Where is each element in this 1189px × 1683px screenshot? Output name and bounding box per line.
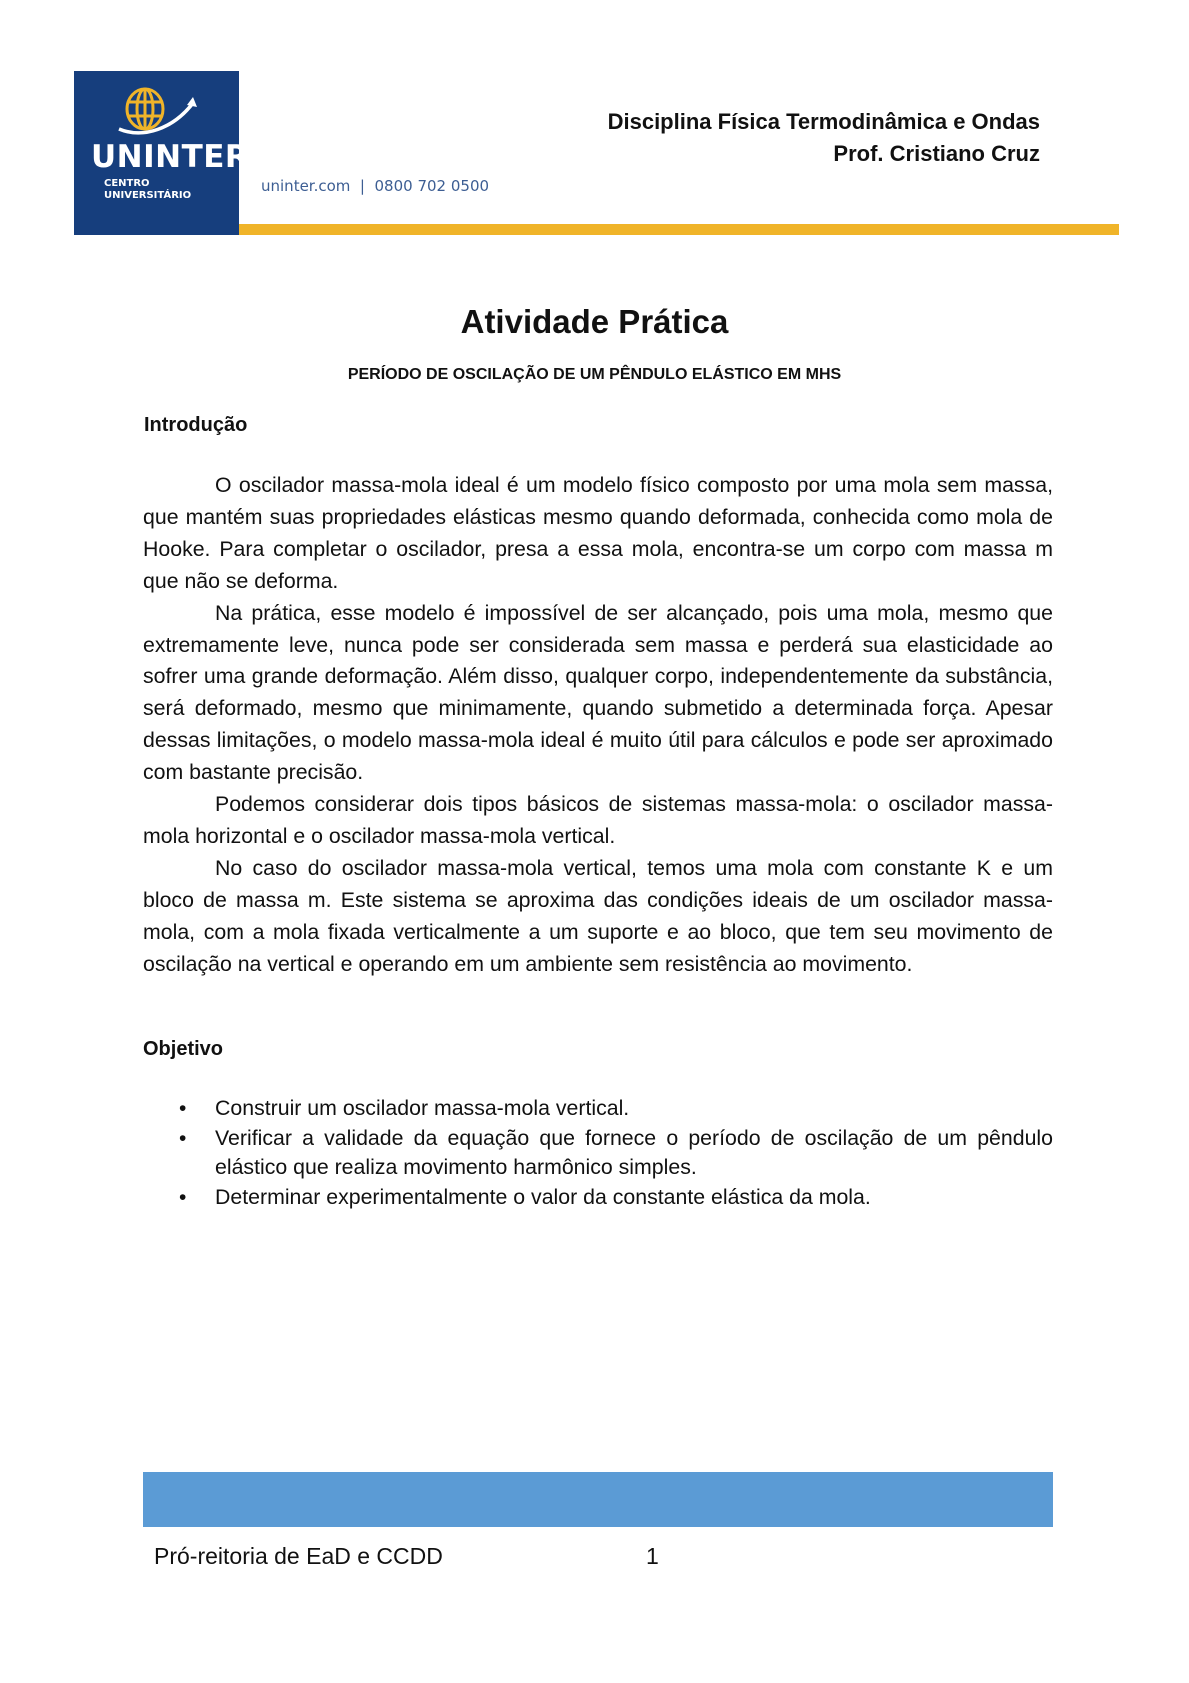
- page-subtitle: PERÍODO DE OSCILAÇÃO DE UM PÊNDULO ELÁSTICO EM MHS: [347, 366, 842, 383]
- objective-text: Construir um oscilador massa-mola vertical.: [215, 1096, 630, 1120]
- bullet-icon: •: [179, 1097, 187, 1120]
- list-item: [143, 1183, 1053, 1213]
- intro-heading: Introdução: [144, 414, 248, 436]
- objective-text: Determinar experimentalmente o valor da constante elástica da mola.: [215, 1184, 871, 1209]
- footer-text: Pró-reitoria de EaD e CCDD: [154, 1543, 443, 1569]
- objective-text: Verificar a validade da equação que fornece o período de oscilação de um pêndulo elástico que realiza movimento harmônico simples.: [215, 1125, 1053, 1179]
- intro-paragraph: Podemos considerar dois tipos básicos de sistemas massa-mola: o oscilador massa-mola horizontal e o oscilador massa-mola vertical.: [143, 792, 1053, 848]
- discipline-block: [608, 106, 1040, 170]
- contact-info: uninter.com | 0800 702 0500: [261, 177, 490, 195]
- globe-logo-icon: [113, 85, 199, 137]
- logo-wordmark: UNINTER: [91, 139, 250, 175]
- bullet-icon: •: [179, 1126, 187, 1150]
- uninter-logo: [74, 71, 250, 224]
- objective-heading: Objetivo: [143, 1038, 224, 1060]
- intro-paragraph: Na prática, esse modelo é impossível de ser alcançado, pois uma mola, mesmo que extremamente leve, nunca pode ser considerada sem massa e perderá sua elasticidade ao sofrer uma grande deformação. Além disso, qualquer corpo, independentemente da substância, será deformado, mesmo que minimamente, quando submetido a determinada força. Apesar dessas limitações, o modelo massa-mola ideal é muito útil para cálculos e pode ser aproximado com bastante precisão.: [143, 600, 1053, 785]
- list-item: [143, 1124, 1053, 1183]
- footer-bar: [143, 1472, 1053, 1527]
- professor-name: Prof. Cristiano Cruz: [833, 141, 1040, 166]
- objective-list: [143, 1094, 1053, 1212]
- page-title: Atividade Prática: [460, 303, 729, 340]
- header-rule-logo-segment: [74, 224, 239, 235]
- intro-paragraph: No caso do oscilador massa-mola vertical, temos uma mola com constante K e um bloco de massa m. Este sistema se aproxima das condições ideais de um oscilador massa-mola, com a mola fixada verticalmente a um suporte e ao bloco, que tem seu movimento de oscilação na vertical e operando em um ambiente sem resistência ao movimento.: [143, 855, 1053, 976]
- intro-paragraph: O oscilador massa-mola ideal é um modelo físico composto por uma mola sem massa, que mantém suas propriedades elásticas mesmo quando deformada, conhecida como mola de Hooke. Para completar o oscilador, presa a essa mola, encontra-se um corpo com massa m que não se deforma.: [143, 473, 1053, 593]
- logo-sub-line-2: UNIVERSITÁRIO: [104, 190, 192, 201]
- logo-sub-line-1: CENTRO: [104, 178, 150, 189]
- list-item: [143, 1094, 1053, 1124]
- bullet-icon: •: [179, 1185, 187, 1209]
- logo-subtitle: [104, 178, 191, 202]
- page-number: 1: [646, 1543, 659, 1569]
- discipline-title: Disciplina Física Termodinâmica e Ondas: [607, 109, 1040, 134]
- intro-body: [143, 470, 1053, 981]
